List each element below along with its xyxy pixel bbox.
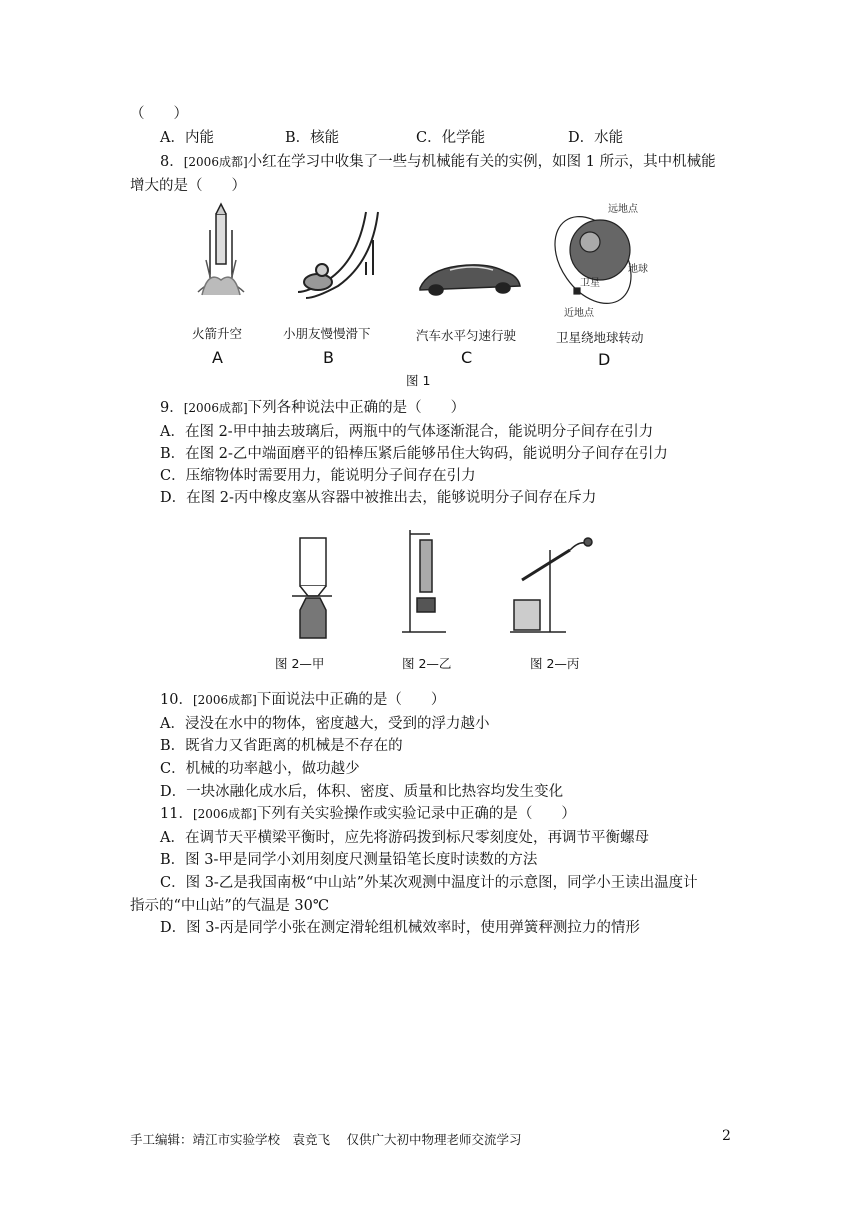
car-image [420, 265, 520, 295]
letter-c: C [461, 348, 473, 367]
q11-option-a: A．在调节天平横梁平衡时，应先将游码拨到标尺零刻度处，再调节平衡螺母 [160, 830, 649, 846]
q11-option-c: C．图 3-乙是我国南极“中山站”外某次观测中温度计的示意图，同学小王读出温度计 [160, 875, 698, 891]
earth-satellite-image [539, 202, 646, 317]
question-source: [2006成都] [183, 401, 248, 415]
lead-rods-image [402, 530, 446, 632]
question-8 [160, 152, 716, 172]
question-source: [2006成都] [192, 807, 257, 821]
question-source: [2006成都] [183, 155, 248, 169]
caption-b: 小朋友慢慢滑下 [283, 326, 371, 341]
q9-option-c: C．压缩物体时需要用力，能说明分子间存在引力 [160, 468, 476, 484]
q10-option-a: A．浸没在水中的物体，密度越大，受到的浮力越小 [160, 716, 490, 732]
gas-bottles-image [292, 538, 332, 638]
q11-option-b: B．图 3-甲是同学小刘用刻度尺测量铅笔长度时读数的方法 [160, 852, 538, 868]
caption-a: 火箭升空 [192, 326, 243, 341]
option-a: A．内能 [160, 130, 214, 146]
page-number: 2 [722, 1128, 731, 1144]
perigee-label: 近地点 [564, 308, 594, 319]
option-c: C．化学能 [416, 130, 486, 146]
apogee-label: 远地点 [608, 204, 638, 215]
letter-b: B [323, 348, 334, 367]
figure-2-yi: 图 2—乙 [402, 656, 452, 671]
question-number: 11． [160, 806, 193, 822]
rocket-image [198, 204, 244, 295]
question-number: 10． [160, 692, 193, 708]
option-b: B．核能 [285, 130, 340, 146]
answer-paren: （ ） [130, 106, 188, 122]
letter-d: D [598, 350, 611, 369]
question-number: 9． [160, 400, 184, 416]
figure-2 [270, 520, 610, 660]
satellite-label: 卫星 [580, 278, 600, 289]
q11-option-d: D．图 3-丙是同学小张在测定滑轮组机械效率时，使用弹簧秤测拉力的情形 [160, 920, 640, 936]
slide-image [298, 212, 378, 298]
option-d: D．水能 [568, 130, 624, 146]
q9-option-d: D．在图 2-丙中橡皮塞从容器中被推出去，能够说明分子间存在斥力 [160, 490, 597, 506]
q10-option-c: C．机械的功率越小，做功越少 [160, 761, 360, 777]
question-text: 下列有关实验操作或实验记录中正确的是（ ） [256, 806, 576, 822]
question-10 [160, 690, 445, 710]
question-number: 8． [160, 154, 184, 170]
question-text: 小红在学习中收集了一些与机械能有关的实例，如图 1 所示，其中机械能 [247, 154, 716, 170]
question-8-cont: 增大的是（ ） [130, 178, 246, 194]
q11-option-c-cont: 指示的“中山站”的气温是 30℃ [130, 898, 330, 914]
figure-2-bing: 图 2—丙 [530, 656, 580, 671]
question-9 [160, 398, 465, 418]
footer-note: 手工编辑：靖江市实验学校 袁竞飞 仅供广大初中物理老师交流学习 [130, 1132, 522, 1147]
q10-option-d: D．一块冰融化成水后，体积、密度、质量和比热容均发生变化 [160, 784, 564, 800]
caption-d: 卫星绕地球转动 [556, 330, 644, 345]
figure-1-label: 图 1 [406, 373, 431, 388]
question-text: 下列各种说法中正确的是（ ） [247, 400, 466, 416]
question-source: [2006成都] [192, 693, 257, 707]
test-tube-image [510, 538, 592, 632]
letter-a: A [212, 348, 223, 367]
figure-2-jia: 图 2—甲 [275, 656, 325, 671]
question-11 [160, 804, 576, 824]
q9-option-b: B．在图 2-乙中端面磨平的铅棒压紧后能够吊住大钩码，能说明分子间存在引力 [160, 446, 668, 462]
caption-c: 汽车水平匀速行驶 [416, 328, 517, 343]
q10-option-b: B．既省力又省距离的机械是不存在的 [160, 738, 403, 754]
question-text: 下面说法中正确的是（ ） [256, 692, 446, 708]
earth-label: 地球 [628, 264, 648, 275]
q9-option-a: A．在图 2-甲中抽去玻璃后，两瓶中的气体逐渐混合，能说明分子间存在引力 [160, 424, 654, 440]
